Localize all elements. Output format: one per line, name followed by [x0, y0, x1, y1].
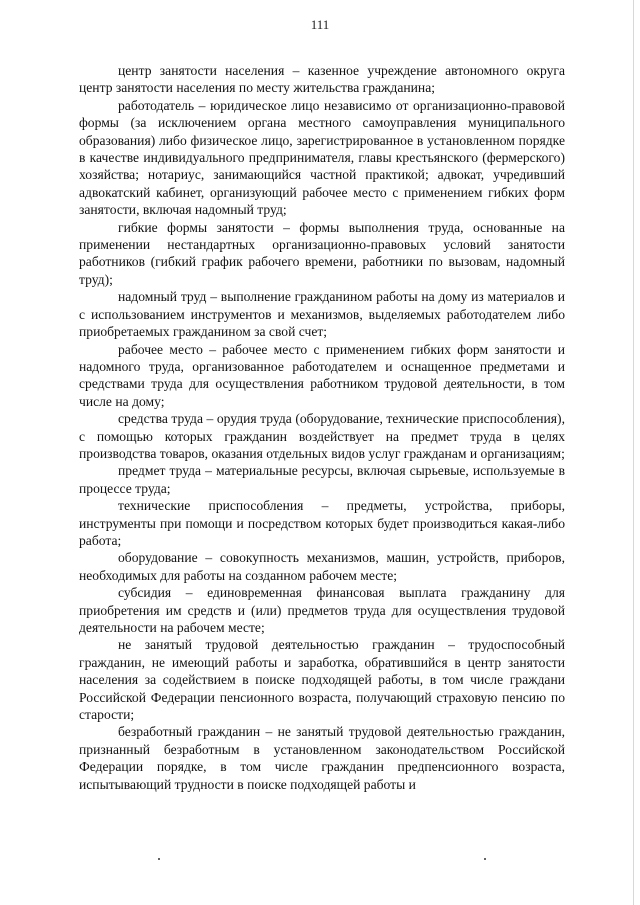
document-body: [79, 62, 565, 793]
paragraph-employment-center: центр занятости населения – казенное учреждение автономного округа центр занятости населения по месту жительства гражданина;: [79, 63, 565, 96]
scan-speck: [484, 858, 486, 860]
paragraph-technical-devices: технические приспособления – предметы, устройства, приборы, инструменты при помощи и посредством которых будет производиться какая-либо работа;: [79, 498, 565, 548]
paragraph-flexible-employment: гибкие формы занятости – формы выполнения труда, основанные на применении нестандартных организационно-правовых условий занятости работников (гибкий график рабочего времени, работники по вызовам, надомный труд);: [79, 219, 565, 287]
paragraph-subsidy: субсидия – единовременная финансовая выплата гражданину для приобретения им средств и (или) предметов труда для осуществления трудовой деятельности на рабочем месте;: [79, 585, 565, 635]
paragraph-employer: работодатель – юридическое лицо независимо от организационно-правовой формы (за исключением органа местного самоуправления муниципального образования) либо физическое лицо, зарегистрированное в установленном порядке в качестве индивидуального предпринимателя, главы крестьянского (фермерского) хозяйства; нотариус, занимающийся частной практикой; адвокат, учредивший адвокатский кабинет, организующий рабочее место с применением гибких форм занятости, включая надомный труд;: [79, 97, 565, 218]
scan-speck: [158, 858, 160, 860]
page-edge-line: [633, 0, 634, 905]
paragraph-home-work: надомный труд – выполнение гражданином работы на дому из материалов и с использованием инструментов и механизмов, выделяемых работодателем либо приобретаемых гражданином за свой счет;: [79, 289, 565, 340]
paragraph-jobless-citizen: безработный гражданин – не занятый трудовой деятельностью гражданин, признанный безработным в установленном законодательством Российской Федерации порядке, в том числе гражданин предпенсионного возраста, испытывающий трудности в поиске подходящей работы и: [79, 724, 565, 792]
paragraph-workplace: рабочее место – рабочее место с применением гибких форм занятости и надомного труда, организованное работодателем и оснащенное предметами и средствами труда для осуществления работником трудовой деятельности, в том числе на дому;: [79, 341, 565, 409]
paragraph-subject-of-labor: предмет труда – материальные ресурсы, включая сырьевые, используемые в процессе труда;: [79, 463, 565, 496]
paragraph-unemployed-citizen: не занятый трудовой деятельностью гражданин – трудоспособный гражданин, не имеющий работы и заработка, обратившийся в центр занятости населения за содействием в поиске подходящей работы, в том числе граждани Российской Федерации пенсионного возраста, получающий страховую пенсию по старости;: [79, 637, 565, 723]
paragraph-equipment: оборудование – совокупность механизмов, машин, устройств, приборов, необходимых для работы на созданном рабочем месте;: [79, 550, 565, 583]
page-number: 111: [310, 17, 330, 32]
paragraph-means-of-labor: средства труда – орудия труда (оборудование, технические приспособления), с помощью которых гражданин воздействует на предмет труда в целях производства товаров, оказания отдельных видов услуг гражданам и организациям;: [79, 411, 565, 461]
